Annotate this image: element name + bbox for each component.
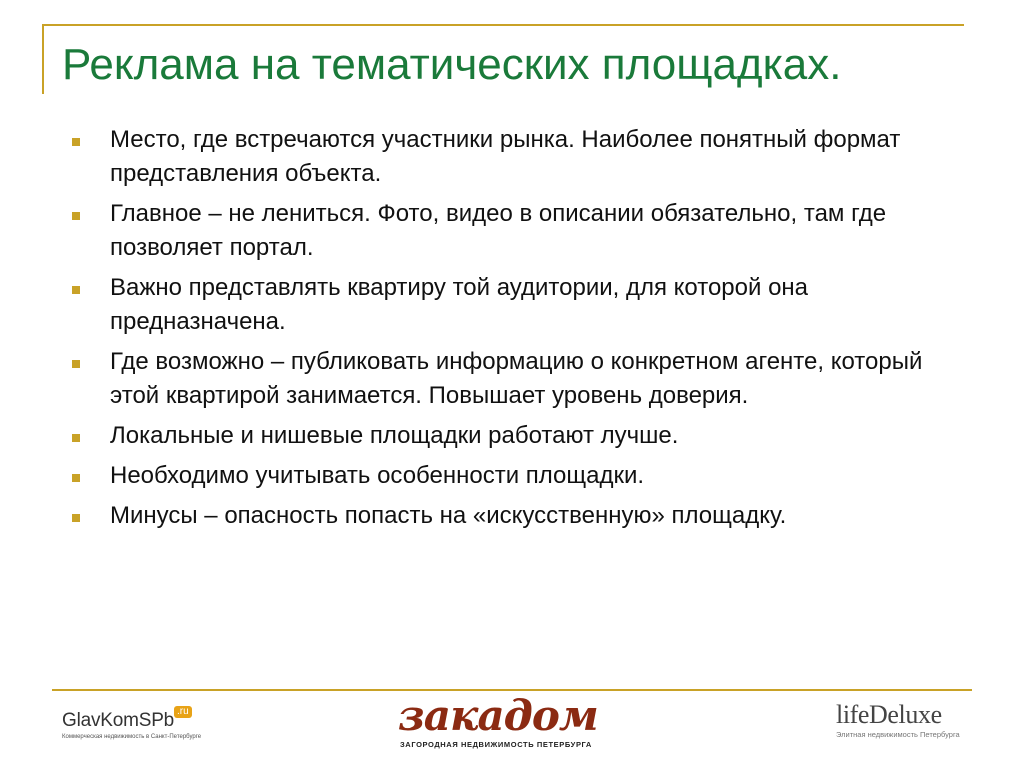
zakadom-brand: закадом xyxy=(398,691,598,740)
bullet-square-icon xyxy=(72,138,80,146)
bullet-item xyxy=(70,499,950,533)
bullet-item xyxy=(70,123,950,191)
bullet-square-icon xyxy=(72,360,80,368)
bullet-item xyxy=(70,197,950,265)
bullet-item xyxy=(70,345,950,413)
bullet-item xyxy=(70,271,950,339)
glavkomspb-logo xyxy=(62,704,212,746)
lifedeluxe-brand: lifeDeluxe xyxy=(836,700,942,729)
bullet-text: Локальные и нишевые площадки работают лучше. xyxy=(110,422,679,449)
bullet-square-icon xyxy=(72,474,80,482)
bullet-text: Место, где встречаются участники рынка. Наиболее понятный формат представления объекта. xyxy=(110,126,901,187)
bullet-square-icon xyxy=(72,212,80,220)
title-side-border xyxy=(42,24,44,94)
glavkomspb-tagline: Коммерческая недвижимость в Санкт-Петербурге xyxy=(62,734,202,740)
bullet-text: Где возможно – публиковать информацию о конкретном агенте, который этой квартирой занимается. Повышает уровень доверия. xyxy=(110,348,923,409)
zakadom-tagline: ЗАГОРОДНАЯ НЕДВИЖИМОСТЬ ПЕТЕРБУРГА xyxy=(400,740,592,749)
bullet-square-icon xyxy=(72,434,80,442)
lifedeluxe-logo xyxy=(836,700,972,744)
top-border xyxy=(42,24,964,26)
glavkomspb-brand: GlavKomSPb xyxy=(62,710,175,731)
bullet-text: Главное – не лениться. Фото, видео в описании обязательно, там где позволяет портал. xyxy=(110,200,887,261)
slide-title: Реклама на тематических площадках. xyxy=(62,40,842,89)
bullet-text: Важно представлять квартиру той аудитории, для которой она предназначена. xyxy=(110,274,809,335)
lifedeluxe-tagline: Элитная недвижимость Петербурга xyxy=(836,730,960,739)
bullet-item xyxy=(70,419,950,453)
bullet-text: Необходимо учитывать особенности площадки. xyxy=(110,462,645,489)
zakadom-logo xyxy=(398,691,614,754)
bullet-list xyxy=(70,123,950,539)
bullet-item xyxy=(70,459,950,493)
glavkomspb-ru-badge: .ru xyxy=(174,706,192,718)
bullet-square-icon xyxy=(72,286,80,294)
bullet-text: Минусы – опасность попасть на «искусственную» площадку. xyxy=(110,502,787,529)
bullet-square-icon xyxy=(72,514,80,522)
